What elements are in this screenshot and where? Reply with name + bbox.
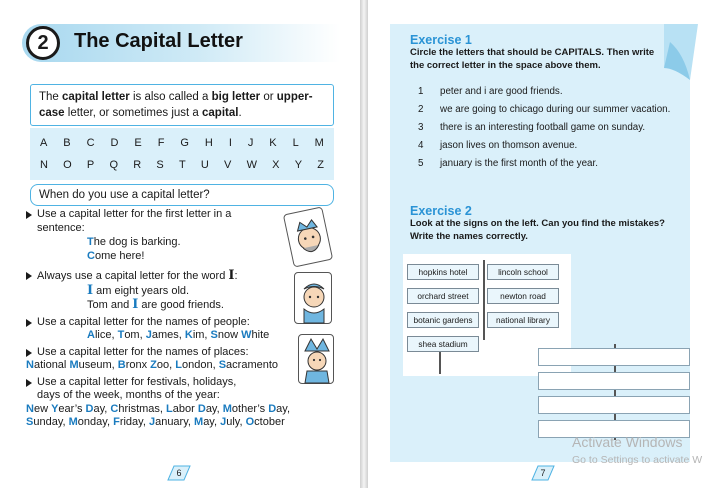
alphabet-letter: Q [109,159,119,171]
page-curl-icon [664,24,698,80]
example-line: Come here! [87,249,145,262]
alphabet-letter: P [86,159,95,171]
alphabet-letter: B [63,137,71,149]
page-number: 7 [528,462,558,482]
bullet-arrow-icon [26,349,32,357]
sign-board: botanic gardens [407,312,479,328]
sign-board: hopkins hotel [407,264,479,280]
alphabet-letter: G [180,137,189,149]
alphabet-letter: X [272,159,280,171]
alphabet-letter: N [40,159,48,171]
alphabet-letter: E [134,137,142,149]
exercise-item [418,122,678,134]
exercise-item-text: jason lives on thomson avenue. [440,140,578,151]
exercise-item [418,86,678,98]
example-names: Alice, Tom, James, Kim, Snow White [87,329,270,341]
alphabet-letter: S [156,159,164,171]
exercise-item-number: 2 [418,104,424,115]
page-number: 6 [164,462,194,482]
signpost-pole [483,260,485,340]
activate-windows-watermark: Activate Windows [572,434,683,450]
exercise-item-text: peter and i are good friends. [440,86,563,97]
alphabet-letter: V [224,159,232,171]
question-box: When do you use a capital letter? [30,184,334,206]
exercise-item-number: 4 [418,140,424,151]
bullet-arrow-icon [26,211,32,219]
alphabet-letter: R [133,159,142,171]
exercise-item-text: january is the first month of the year. [440,158,598,169]
example-line: Tom and I are good friends. [87,297,224,312]
chapter-number: 2 [26,26,60,60]
alphabet-row-1 [40,132,324,154]
rule-people: Use a capital letter for the names of people: Alice, Tom, James, Kim, Snow White [26,316,326,343]
alphabet-row-2 [40,154,324,176]
exercise-item [418,104,678,116]
bullet-arrow-icon [26,319,32,327]
exercise-2-instruction: Look at the signs on the left. Can you find the mistakes? Write the names correctly. [410,218,665,242]
rule-first-letter: Use a capital letter for the first letter in a sentence: The dog is barking. Come here! [26,208,326,263]
jester-card-illustration [298,334,334,384]
exercise-1-list [418,86,678,176]
exercise-item [418,158,678,170]
alphabet-letter: K [269,137,277,149]
alphabet-letter: T [178,159,186,171]
exercise-item-number: 1 [418,86,424,97]
alphabet-letter: L [292,137,299,149]
jester-face-icon [299,335,335,385]
example-festivals: New Year’s Day, Christmas, Labor Day, Mother’s Day, [26,402,291,415]
exercise-1-instruction: Circle the letters that should be CAPITALS. Then write the correct letter in the space above them. [410,47,655,71]
rule-places: Use a capital letter for the names of places: National Museum, Bronx Zoo, London, Sacramento [26,346,326,373]
alphabet-letter: D [110,137,119,149]
queen-face-icon [295,273,333,325]
definition-box: The capital letter is also called a big letter or upper- case letter, or sometimes just a capital. [30,84,334,126]
alphabet-letter: W [246,159,257,171]
exercise-item-text: there is an interesting football game on sunday. [440,122,646,133]
alphabet-letter: C [86,137,95,149]
blank-signpost-illustration [538,344,690,444]
exercise-item-number: 3 [418,122,424,133]
example-line: The dog is barking. [87,236,181,248]
exercise-item-text: we are going to chicago during our summer vacation. [440,104,671,115]
exercise-2-title: Exercise 2 [410,204,472,218]
alphabet-letter: F [157,137,165,149]
sign-board: lincoln school [487,264,559,280]
exercise-1-title: Exercise 1 [410,33,472,47]
alphabet-letter: U [200,159,209,171]
queen-card-illustration [294,272,332,324]
chapter-title: The Capital Letter [74,30,243,52]
alphabet-letter: Z [317,159,324,171]
sign-board: national library [487,312,559,328]
alphabet-letter: I [228,137,232,149]
bullet-arrow-icon [26,379,32,387]
alphabet-letter: O [63,159,72,171]
sign-board: orchard street [407,288,479,304]
sign-board: newton road [487,288,559,304]
rule-word-i: Always use a capital letter for the word I: I am eight years old. Tom and I are good friends. [26,269,326,313]
alphabet-letter: J [247,137,254,149]
blank-sign-board [538,372,690,390]
alphabet-panel [30,128,334,180]
example-days-months: Sunday, Monday, Friday, January, May, July, October [26,416,285,428]
rule-festivals: Use a capital letter for festivals, holidays, days of the week, months of the year: New Year’s Day, Christmas, Labor Day, Mother’s Day, Sunday, Monday, Friday, January, May, July, October [26,376,326,430]
example-places: National Museum, Bronx Zoo, London, Sacramento [26,359,279,371]
example-line: I am eight years old. [87,282,190,298]
alphabet-letter: H [204,137,213,149]
king-face-icon [284,207,334,268]
bullet-arrow-icon [26,272,32,280]
book-gutter [360,0,368,488]
sign-board: shea stadium [407,336,479,352]
chapter-header [22,24,340,62]
alphabet-letter: Y [294,159,303,171]
exercise-item-number: 5 [418,158,424,169]
rules-list [26,208,326,430]
alphabet-letter: A [40,137,48,149]
blank-sign-board [538,348,690,366]
blank-sign-board [538,396,690,414]
exercise-item [418,140,678,152]
alphabet-letter: M [314,137,324,149]
activate-windows-subtext: Go to Settings to activate W [572,454,703,466]
